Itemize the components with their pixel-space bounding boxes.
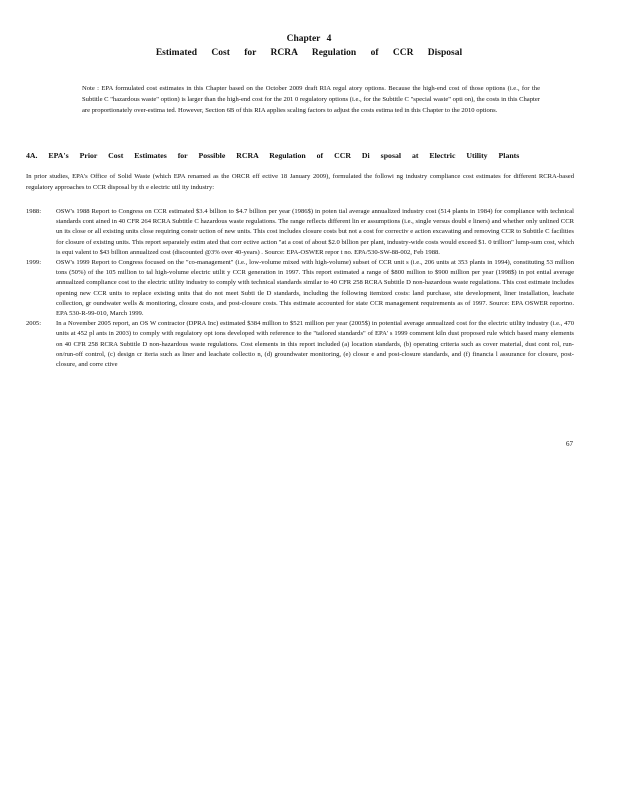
entry-text: OSW's 1999 Report to Congress focused on the "co-management" (i.e., low-volume mixed with high-volume) subset of CCR unit s (i.e., 206 units at 353 plants in 1994), constituting 53 million tons (50%) of the 105 million to tal high-volume electric utilit y CCR generation in 1997. This report estimated a range of $800 million to $900 million per year (1998$) in pot ential average annualized compliance cost to the electric utility industry to comply with technical standards similar to 40 CFR 258 RCRA Subtitle D non-hazardous waste regulations. This cost estimate includes opening new CCR units to replace existing units that do not meet Subti tle D standards, including the following itemized costs: land purchase, site development, liner installation, leachate collection, gr oundwater wells & monitoring, closure costs, and post-closure costs. This estimate accounted for state CCR management requirements as of 1997. Source: EPA OSWER reportno. EPA 530-R-99-010, March 1999. [56,259,574,318]
entry-year: 1999: [26,259,42,267]
entry-year: 2005: [26,320,42,328]
chapter-title: Estimated Cost for RCRA Regulation of CCR Disposal [155,48,463,58]
list-item [26,207,574,258]
chapter-heading: Chapter 4 [286,34,332,44]
section-heading: 4A. EPA's Prior Cost Estimates for Possible RCRA Regulation of CCR Di sposal at Electric Utility Plants [26,151,520,160]
entry-text: OSW's 1988 Report to Congress on CCR estimated $3.4 billion to $4.7 billion per year (1986$) in poten tial average annualized industry cost (514 plants in 1984) for compliance with technical standards cont ained in 40 CFR 264 RCRA Subtitle C hazardous waste regulations. The range reflects different lin er assumptions (i.e., single versus doubl e liners) and whether only unlined CCR un its close or all existing units close requiring constr uction of new units. This cost includes closure costs but not a cost for correctiv e action excavating and removing CCR to Subtitle C facilities for closure of existing units. This report separately estim ated that corr ective action "at a cost of about $2.0 billion per plant, industry-wide costs would exceed $1. 0 trillion" lump-sum cost, which is equi valent to $43 billion annualized cost (discounted @3% over 40-years) . Source: EPA-OSWER repor t no. EPA/530-SW-88-002, Feb 1988. [56,208,574,256]
entry-text: In a November 2005 report, an OS W contractor (DPRA Inc) estimated $384 million to $521 million per year (2005$) in potential average annualized cost for the electric utility industry (i.e., 470 units at 452 pl ants in 2003) to comply with regulatory opt ions developed with reference to the "tailored standards" of EPA' s 1999 comment kiln dust proposed rule which based many elements on 40 CFR 258 RCRA Subtitle D non-hazardous waste regulations. Cost elements in this report included (a) location standards, (b) operating criteria such as cover material, dust cont rol, run-on/run-off control, (c) design cr iteria such as liner and leachate collectio n, (d) groundwater monitoring, (e) closur e and post-closure standards, and (f) financia l assurance for closure, post-closure, and corre ctive [56,320,574,369]
note-paragraph: Note : EPA formulated cost estimates in this Chapter based on the October 2009 draft RIA regul atory options. Because the high-end cost of those options (i.e., for the Subtitle C "hazardous waste" option) is larger than the high-end cost for the 201 0 regulatory options (i.e., for the Subtitle C "special waste" opti on), the costs in this Chapter are proportionately over-estima ted. However, Section 6B of this RIA applies scaling factors to adjust the costs estima ted in this Chapter to the 2010 options. [82,85,540,114]
page-number: 67 [566,440,573,448]
cost-estimate-list [26,207,574,370]
intro-paragraph: In prior studies, EPA's Office of Solid Waste (which EPA renamed as the ORCR eff ective 18 January 2009), formulated the followi ng industry compliance cost estimates for different RCRA-based regulatory approaches to CCR disposal by th e electric util ity industry: [26,173,574,191]
entry-year: 1988: [26,208,42,215]
list-item [26,258,574,319]
list-item [26,319,574,370]
